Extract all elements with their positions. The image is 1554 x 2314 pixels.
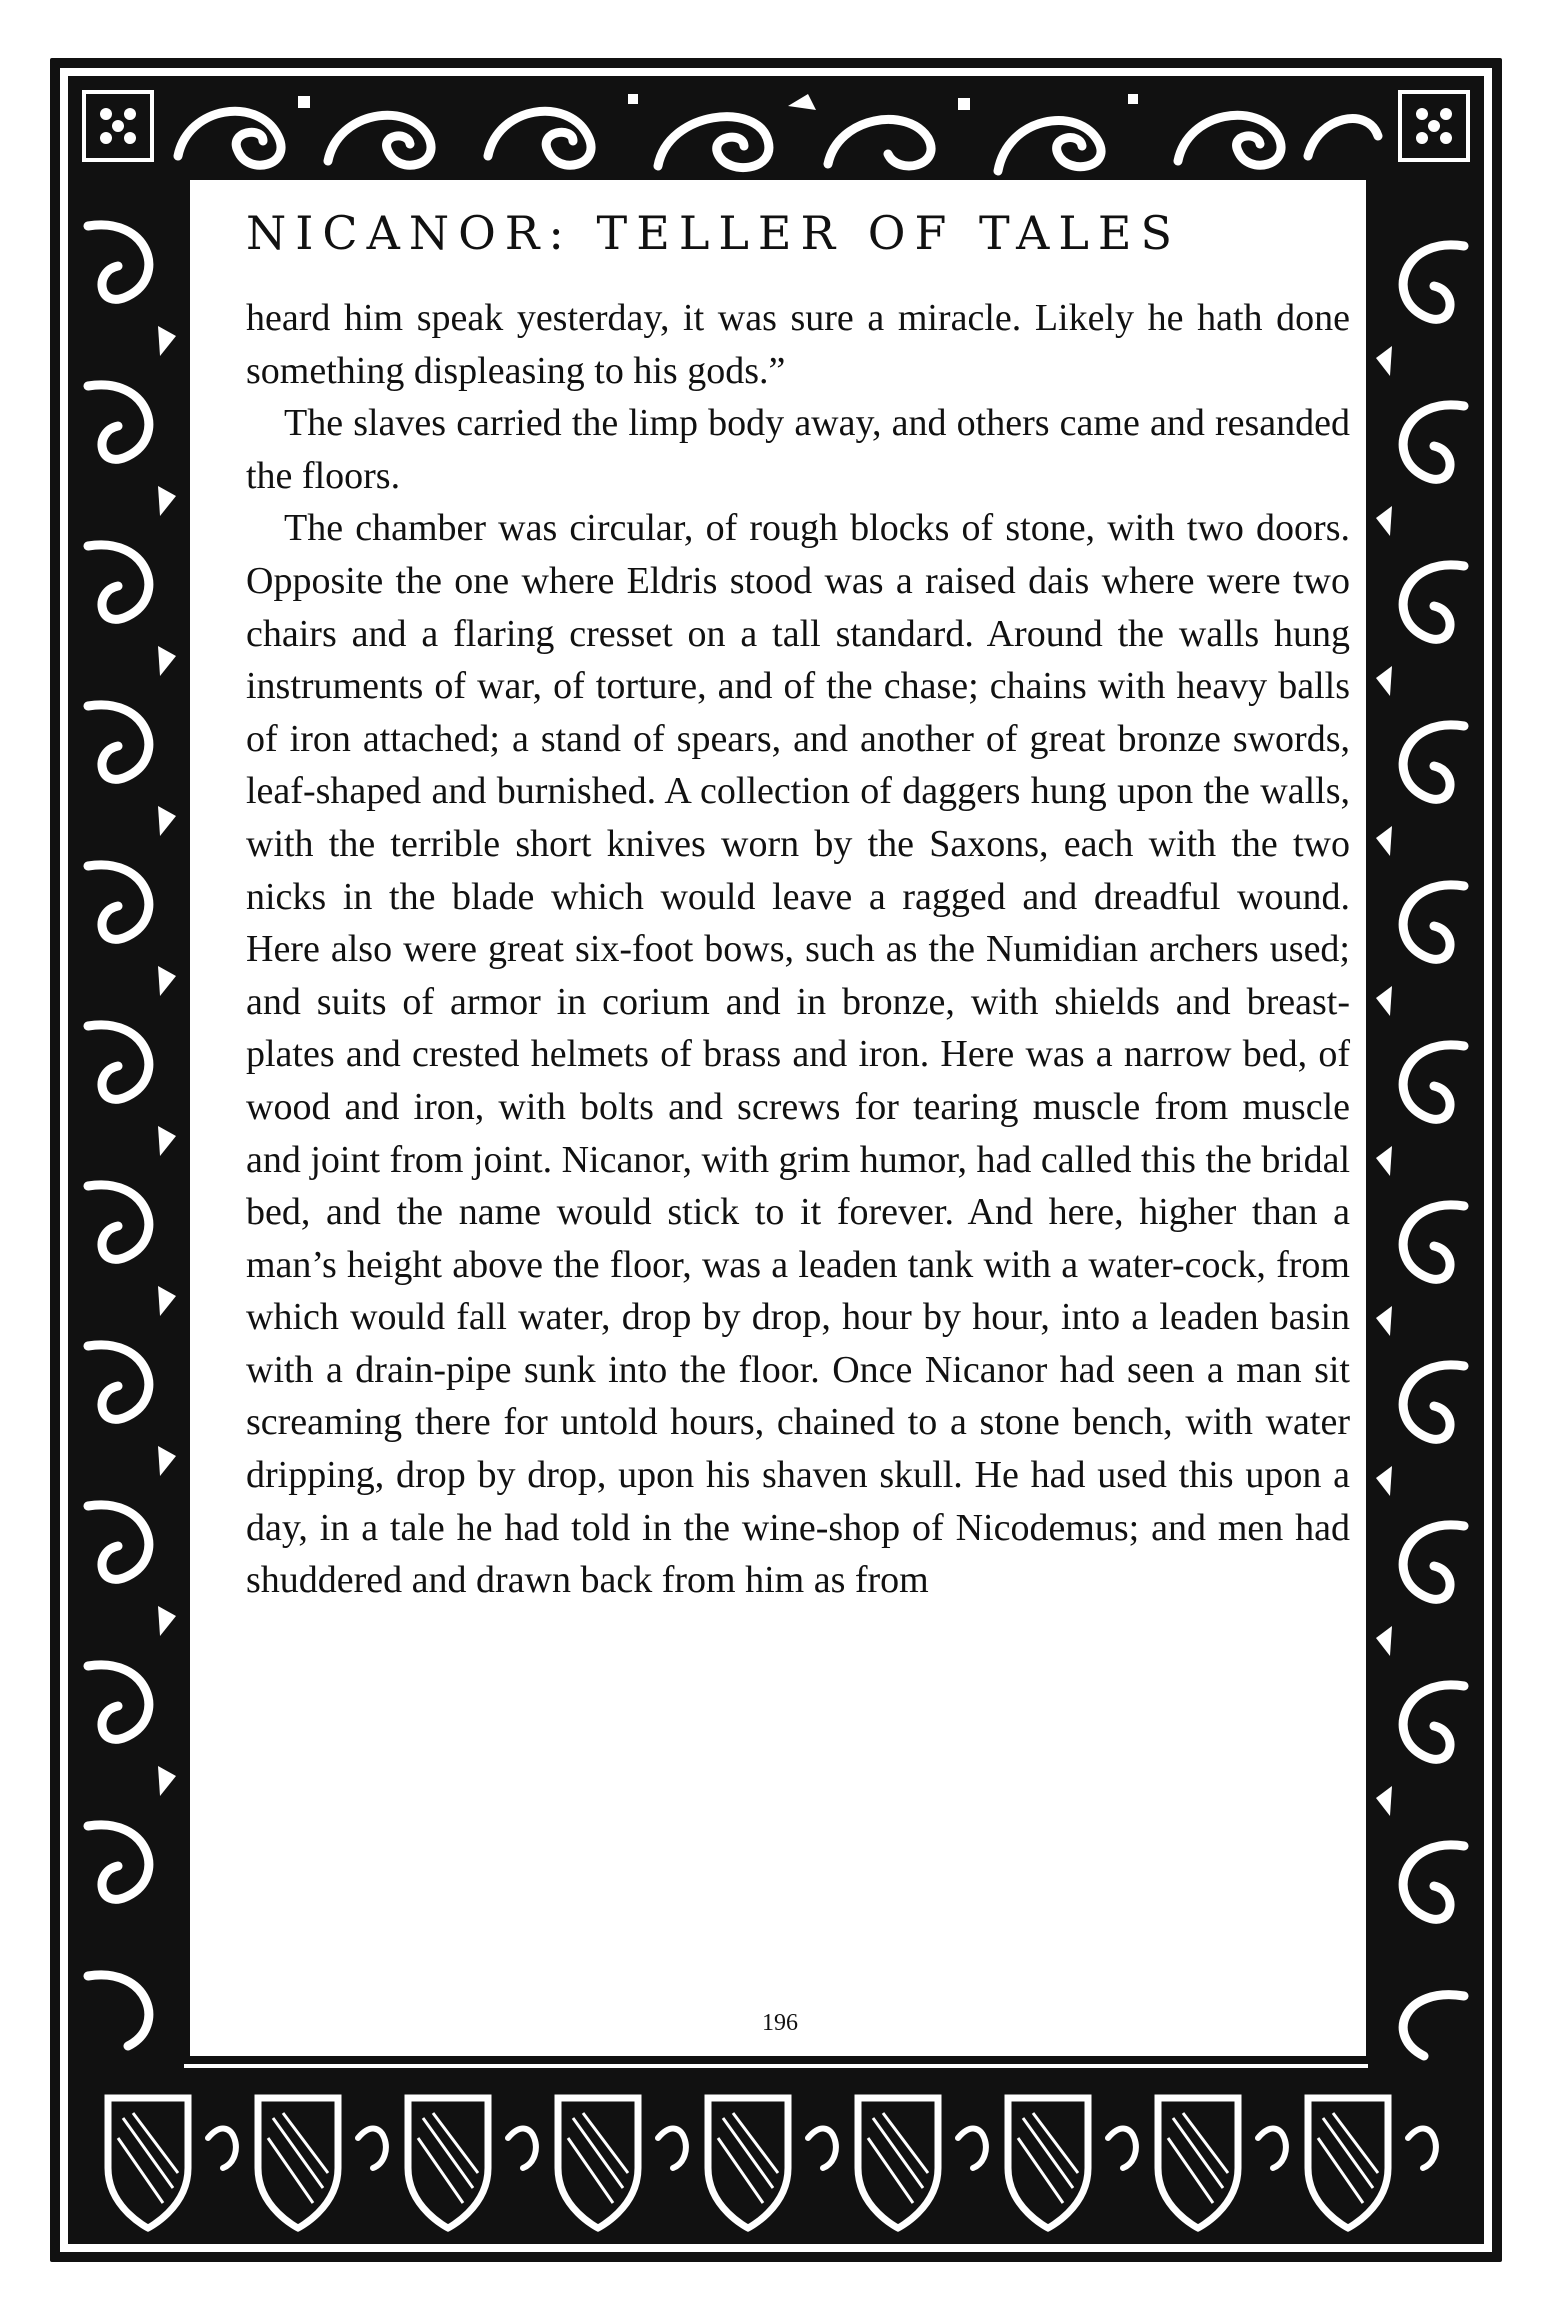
top-ornament-band (68, 76, 1484, 186)
right-ornament-band (1368, 186, 1484, 2068)
left-ornament-band (68, 186, 184, 2068)
paragraph: The slaves carried the limp body away, and others came and resanded the floors. (246, 402, 1350, 497)
bottom-ornament-band (68, 2068, 1484, 2244)
paragraph: The chamber was circular, of rough blocks of stone, with two doors. Opposite the one where Eldris stood was a raised dais where were two chairs and a flaring cresset on a tall standard. Around the walls hung instruments of war, of torture, and of the chase; chains with heavy balls of iron attached; a stand of spears, and another of great bronze swords, leaf-shaped and burnished. A collection of daggers hung upon the walls, with the terrible short knives worn by the Saxons, each with the two nicks in the blade which would leave a ragged and dreadful wound. Here also were great six-foot bows, such as the Numidian archers used; and suits of armor in corium and in bronze, with shields and breast-plates and crested helmets of brass and iron. Here was a narrow bed, of wood and iron, with bolts and screws for tearing muscle from muscle and joint from joint. Nicanor, with grim humor, had called this the bridal bed, and the name would stick to it forever. And here, higher than a man’s height above the floor, was a leaden tank with a water-cock, from which would fall water, drop by drop, hour by hour, into a leaden basin with a drain-pipe sunk into the floor. Once Nicanor had seen a man sit screaming there for untold hours, chained to a stone bench, with water dripping, drop by drop, upon his shaven skull. He had used this upon a day, in a tale he had told in the wine-shop of Nicodemus; and men had shuddered and drawn back from him as from (246, 507, 1351, 1602)
running-head: NICANOR: TELLER OF TALES (246, 206, 1182, 260)
shield-ornament-icon (68, 2068, 1484, 2244)
scroll-ornament-icon (68, 76, 1484, 186)
scroll-ornament-icon (1368, 186, 1484, 2068)
scroll-ornament-icon (68, 186, 184, 2068)
body-text (246, 292, 1350, 1607)
paragraph: heard him speak yesterday, it was sure a miracle. Likely he hath done something displeasing to his gods.” (246, 297, 1350, 392)
corner-rosette-icon (82, 90, 154, 162)
corner-rosette-icon (1398, 90, 1470, 162)
page-number: 196 (762, 2010, 798, 2036)
